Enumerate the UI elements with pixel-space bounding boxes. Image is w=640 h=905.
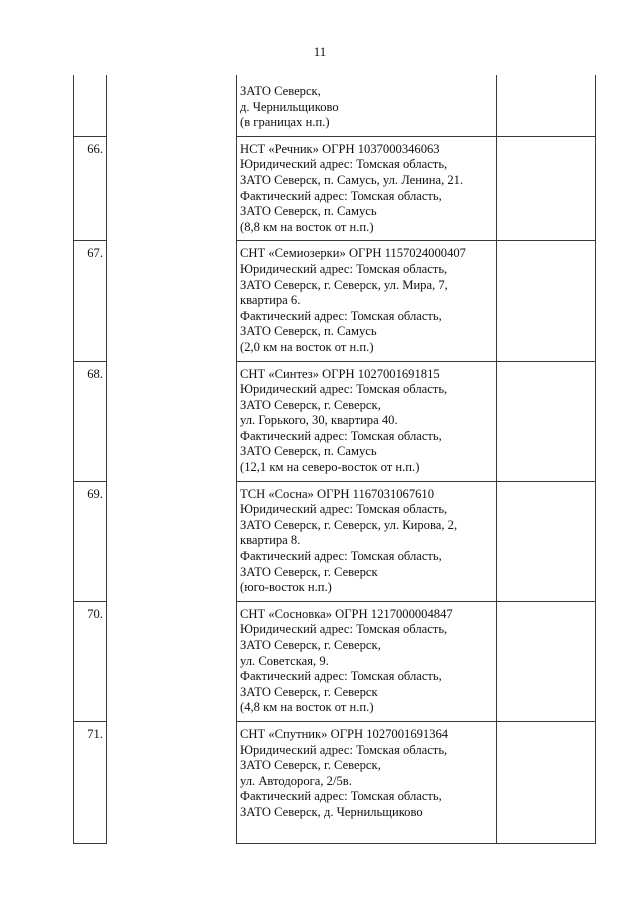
org-name-line: СНТ «Синтез» ОГРН 1027001691815 <box>240 366 440 381</box>
cell-line: Фактический адрес: Томская область, <box>240 789 442 804</box>
cell-line: ЗАТО Северск, г. Северск <box>240 684 378 699</box>
cell-line: (4,8 км на восток от н.п.) <box>240 700 374 715</box>
settlement-cell <box>107 361 237 481</box>
cell-line: ул. Горького, 30, квартира 40. <box>240 413 398 428</box>
organization-cell <box>237 721 497 843</box>
cell-line: ЗАТО Северск, п. Самусь <box>240 324 377 339</box>
settlement-cell <box>107 136 237 241</box>
org-name-line: НСТ «Речник» ОГРН 1037000346063 <box>240 141 440 156</box>
table-row <box>74 361 596 481</box>
cell-line: квартира 8. <box>240 533 301 548</box>
org-name-line: ТСН «Сосна» ОГРН 1167031067610 <box>240 486 435 501</box>
settlement-cell <box>107 481 237 601</box>
organization-cell <box>237 601 497 721</box>
cell-line: ЗАТО Северск, д. Чернильщиково <box>240 804 423 819</box>
cell-line: Фактический адрес: Томская область, <box>240 428 442 443</box>
notes-cell <box>497 601 596 721</box>
row-number: 70. <box>74 601 107 721</box>
organization-cell <box>237 241 497 361</box>
cell-line: (2,0 км на восток от н.п.) <box>240 339 374 354</box>
notes-cell <box>497 481 596 601</box>
cell-line: Юридический адрес: Томская область, <box>240 502 448 517</box>
cell-line: ЗАТО Северск, п. Самусь, ул. Ленина, 21. <box>240 172 464 187</box>
table-row <box>74 481 596 601</box>
row-number: 66. <box>74 136 107 241</box>
notes-cell <box>497 75 596 136</box>
cell-line: ул. Автодорога, 2/5в. <box>240 773 352 788</box>
registry-table <box>73 75 596 844</box>
org-name-line: СНТ «Спутник» ОГРН 1027001691364 <box>240 726 449 741</box>
cell-line: Юридический адрес: Томская область, <box>240 157 448 172</box>
cell-line: (8,8 км на восток от н.п.) <box>240 219 374 234</box>
row-number: 67. <box>74 241 107 361</box>
cell-line: ЗАТО Северск, г. Северск, <box>240 638 381 652</box>
cell-line: Юридический адрес: Томская область, <box>240 382 448 397</box>
table-row <box>74 721 596 843</box>
settlement-cell <box>107 721 237 843</box>
organization-cell <box>237 361 497 481</box>
cell-line: ЗАТО Северск, п. Самусь <box>240 444 377 459</box>
table-row <box>74 136 596 241</box>
row-number: 69. <box>74 481 107 601</box>
settlement-cell <box>107 75 237 136</box>
cell-line: Фактический адрес: Томская область, <box>240 669 442 684</box>
org-name-line: СНТ «Сосновка» ОГРН 1217000004847 <box>240 606 453 621</box>
table-row <box>74 241 596 361</box>
cell-line: квартира 6. <box>240 293 301 308</box>
cell-line: (юго-восток н.п.) <box>240 580 332 595</box>
table-row-continuation <box>74 75 596 136</box>
cell-line: Фактический адрес: Томская область, <box>240 308 442 323</box>
row-number: 71. <box>74 721 107 843</box>
settlement-cell <box>107 601 237 721</box>
cell-line: ЗАТО Северск, г. Северск, ул. Кирова, 2, <box>240 517 458 532</box>
cell-line: Фактический адрес: Томская область, <box>240 188 442 203</box>
row-number: 68. <box>74 361 107 481</box>
cell-line: ЗАТО Северск, г. Северск <box>240 564 378 579</box>
cell-line: ул. Советская, 9. <box>240 653 329 668</box>
cell-line: ЗАТО Северск, г. Северск, <box>240 397 381 412</box>
notes-cell <box>497 136 596 241</box>
settlement-cell <box>107 241 237 361</box>
cell-line: ЗАТО Северск, <box>240 84 321 98</box>
cell-line: ЗАТО Северск, п. Самусь <box>240 204 377 219</box>
cell-line: ЗАТО Северск, г. Северск, ул. Мира, 7, <box>240 277 448 292</box>
organization-cell <box>237 75 497 136</box>
cell-line: Юридический адрес: Томская область, <box>240 622 448 637</box>
row-number-cell <box>74 75 107 136</box>
table-row <box>74 601 596 721</box>
organization-cell <box>237 481 497 601</box>
cell-line: Юридический адрес: Томская область, <box>240 742 448 757</box>
page-number: 11 <box>313 44 327 59</box>
cell-line: д. Чернильщиково <box>240 99 339 114</box>
organization-cell <box>237 136 497 241</box>
cell-line: Юридический адрес: Томская область, <box>240 261 448 276</box>
cell-line: (12,1 км на северо-восток от н.п.) <box>240 460 420 475</box>
notes-cell <box>497 361 596 481</box>
cell-line: Фактический адрес: Томская область, <box>240 549 442 564</box>
org-name-line: СНТ «Семиозерки» ОГРН 1157024000407 <box>240 246 466 261</box>
notes-cell <box>497 241 596 361</box>
cell-line: (в границах н.п.) <box>240 115 330 130</box>
notes-cell <box>497 721 596 843</box>
cell-line: ЗАТО Северск, г. Северск, <box>240 758 381 773</box>
